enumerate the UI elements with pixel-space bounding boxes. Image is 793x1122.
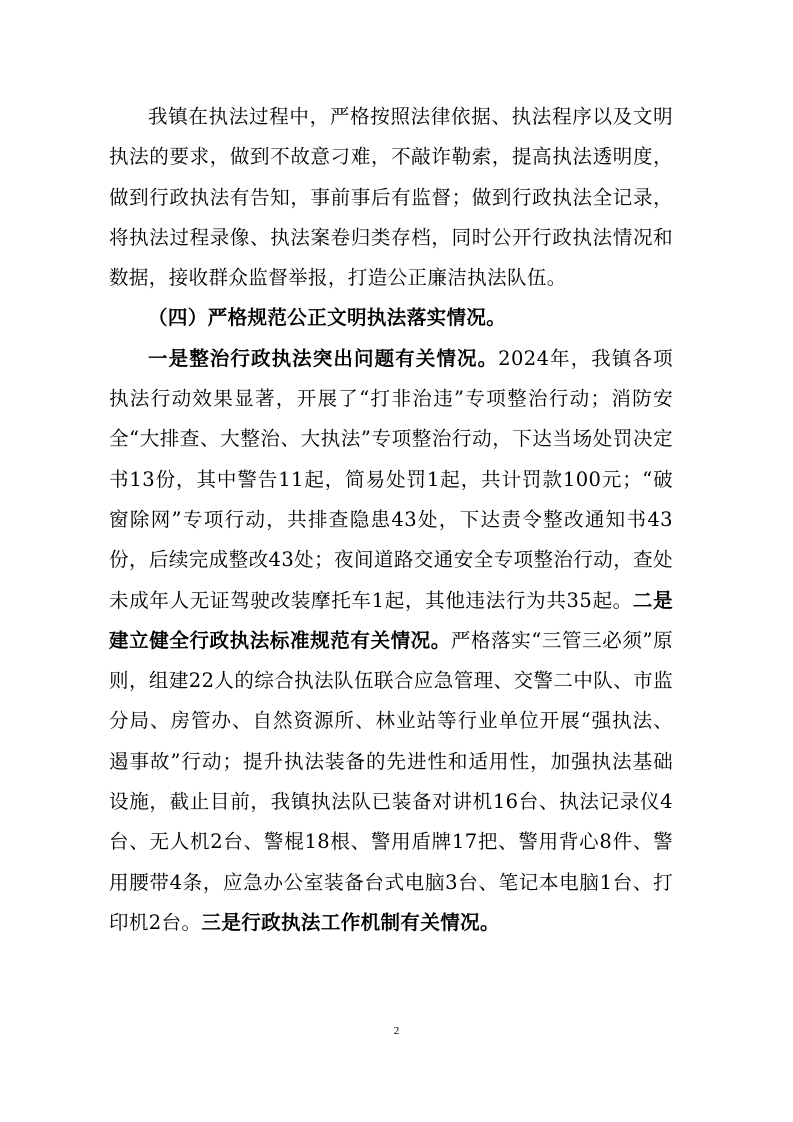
item-two-text: 严格落实“三管三必须”原则，组建22人的综合执法队伍联合应急管理、交警二中队、市监分局、房管办、自然资源所、林业站等行业单位开展“强执法、遏事故”行动；提升执法装备的先进性和适用性，加强执法基础设施，截止目前，我镇执法队已装备对讲机16台、执法记录仪4台、无人机2台、警棍18根、警用盾牌17把、警用背心8件、警用腰带4条，应急办公室装备台式电脑3台、笔记本电脑1台、打印机2台。: [109, 628, 673, 934]
paragraph-law-enforcement-process: [109, 97, 673, 298]
item-one-text: 2024年，我镇各项执法行动效果显著，开展了“打非治违”专项整治行动；消防安全“大排查、大整治、大执法”专项整治行动，下达当场处罚决定书13份，其中警告11起，简易处罚1起，共计罚款100元；“破窗除网”专项行动，共排查隐患43处，下达责令整改通知书43份，后续完成整改43处；夜间道路交通安全专项整治行动，查处未成年人无证驾驶改装摩托车1起，其他违法行为共35起。: [109, 346, 673, 612]
item-two-title: 二是建立健全行政执法标准规范有关情况。: [109, 588, 673, 652]
item-three-title: 三是行政执法工作机制有关情况。: [201, 910, 500, 934]
section-heading-four: [109, 298, 673, 338]
section-heading-text: （四）严格规范公正文明执法落实情况。: [148, 306, 507, 330]
paragraph-text: 我镇在执法过程中，严格按照法律依据、执法程序以及文明执法的要求，做到不故意刁难，不敲诈勒索，提高执法透明度，做到行政执法有告知，事前事后有监督；做到行政执法全记录，将执法过程录像、执法案卷归类存档，同时公开行政执法情况和数据，接收群众监督举报，打造公正廉洁执法队伍。: [109, 105, 673, 290]
paragraph-enforcement-situation: [109, 339, 673, 943]
page-number: 2: [393, 1025, 400, 1037]
body-text: [109, 97, 673, 943]
item-one-title: 一是整治行政执法突出问题有关情况。: [148, 346, 499, 370]
